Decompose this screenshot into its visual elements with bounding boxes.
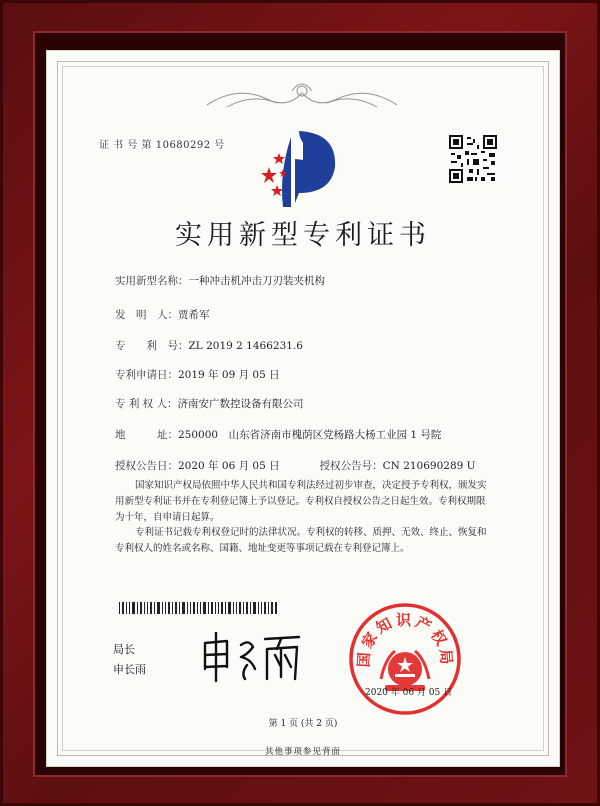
- field-value: 贾希军: [178, 309, 210, 321]
- qr-code: [449, 135, 497, 183]
- barcode: [119, 602, 277, 614]
- official-seal: [345, 599, 465, 719]
- field-label: 专 利 号：: [115, 340, 189, 352]
- field-label: 专利申请日：: [115, 369, 178, 381]
- field-value: 一种冲击机冲击刀刃装夹机构: [188, 275, 325, 287]
- top-ornament: [197, 79, 407, 115]
- handwritten-signature: [197, 629, 307, 685]
- field-value: ZL 2019 2 1466231.6: [188, 340, 303, 352]
- seal-date: 2020 年 06 月 05 日: [365, 688, 453, 698]
- announcement-number-value: CN 210690289 U: [382, 460, 476, 472]
- footer-note: 其他事项参见背面: [264, 747, 341, 757]
- field-announcement: [115, 458, 476, 473]
- certificate-paragraph-1: 国家知识产权局依照中华人民共和国专利法经过初步审查，决定授予专利权，颁发实用新型专利证书并在专利登记簿上予以登记。专利权自授权公告之日起生效。专利权期限为十年，自申请日起算。: [115, 480, 487, 523]
- director-name: 申长雨: [113, 663, 146, 676]
- field-label: 发 明 人：: [115, 309, 178, 321]
- field-label: 专 利 权 人：: [115, 398, 178, 410]
- announcement-date-label: 授权公告日：: [115, 460, 178, 472]
- certificate-paragraph-2: 专利证书记载专利权登记时的法律状况。专利权的转移、质押、无效、终止、恢复和专利权人的姓名或名称、国籍、地址变更等事项记载在专利登记簿上。: [115, 527, 487, 554]
- director-title: 局长: [113, 643, 135, 656]
- field-value: 250000 山东省济南市槐荫区党杨路大杨工业园 1 号院: [178, 429, 442, 441]
- field-label: 实用新型名称：: [115, 275, 189, 287]
- field-value: 济南安广数控设备有限公司: [177, 398, 304, 410]
- announcement-number-label: 授权公告号：: [319, 460, 383, 472]
- certificate-title: 实用新型专利证书: [175, 220, 431, 251]
- field-inventor: [115, 307, 210, 322]
- field-value: 2019 年 09 月 05 日: [178, 369, 280, 381]
- page-number: 第 1 页 (共 2 页): [268, 719, 338, 729]
- field-utility-model-name: [115, 273, 325, 288]
- announcement-date-value: 2020 年 06 月 05 日: [178, 460, 280, 472]
- field-label: 地 址：: [115, 429, 178, 441]
- seal-text: 国家知识产权局: [354, 611, 456, 668]
- certificate-paper: [47, 51, 559, 766]
- field-patentee: [115, 396, 304, 411]
- field-address: [115, 427, 441, 442]
- field-patent-number: [115, 338, 303, 353]
- patent-office-logo-icon: [255, 123, 347, 209]
- field-application-date: [115, 367, 280, 382]
- certificate-number: 证 书 号 第 10680292 号: [99, 140, 225, 151]
